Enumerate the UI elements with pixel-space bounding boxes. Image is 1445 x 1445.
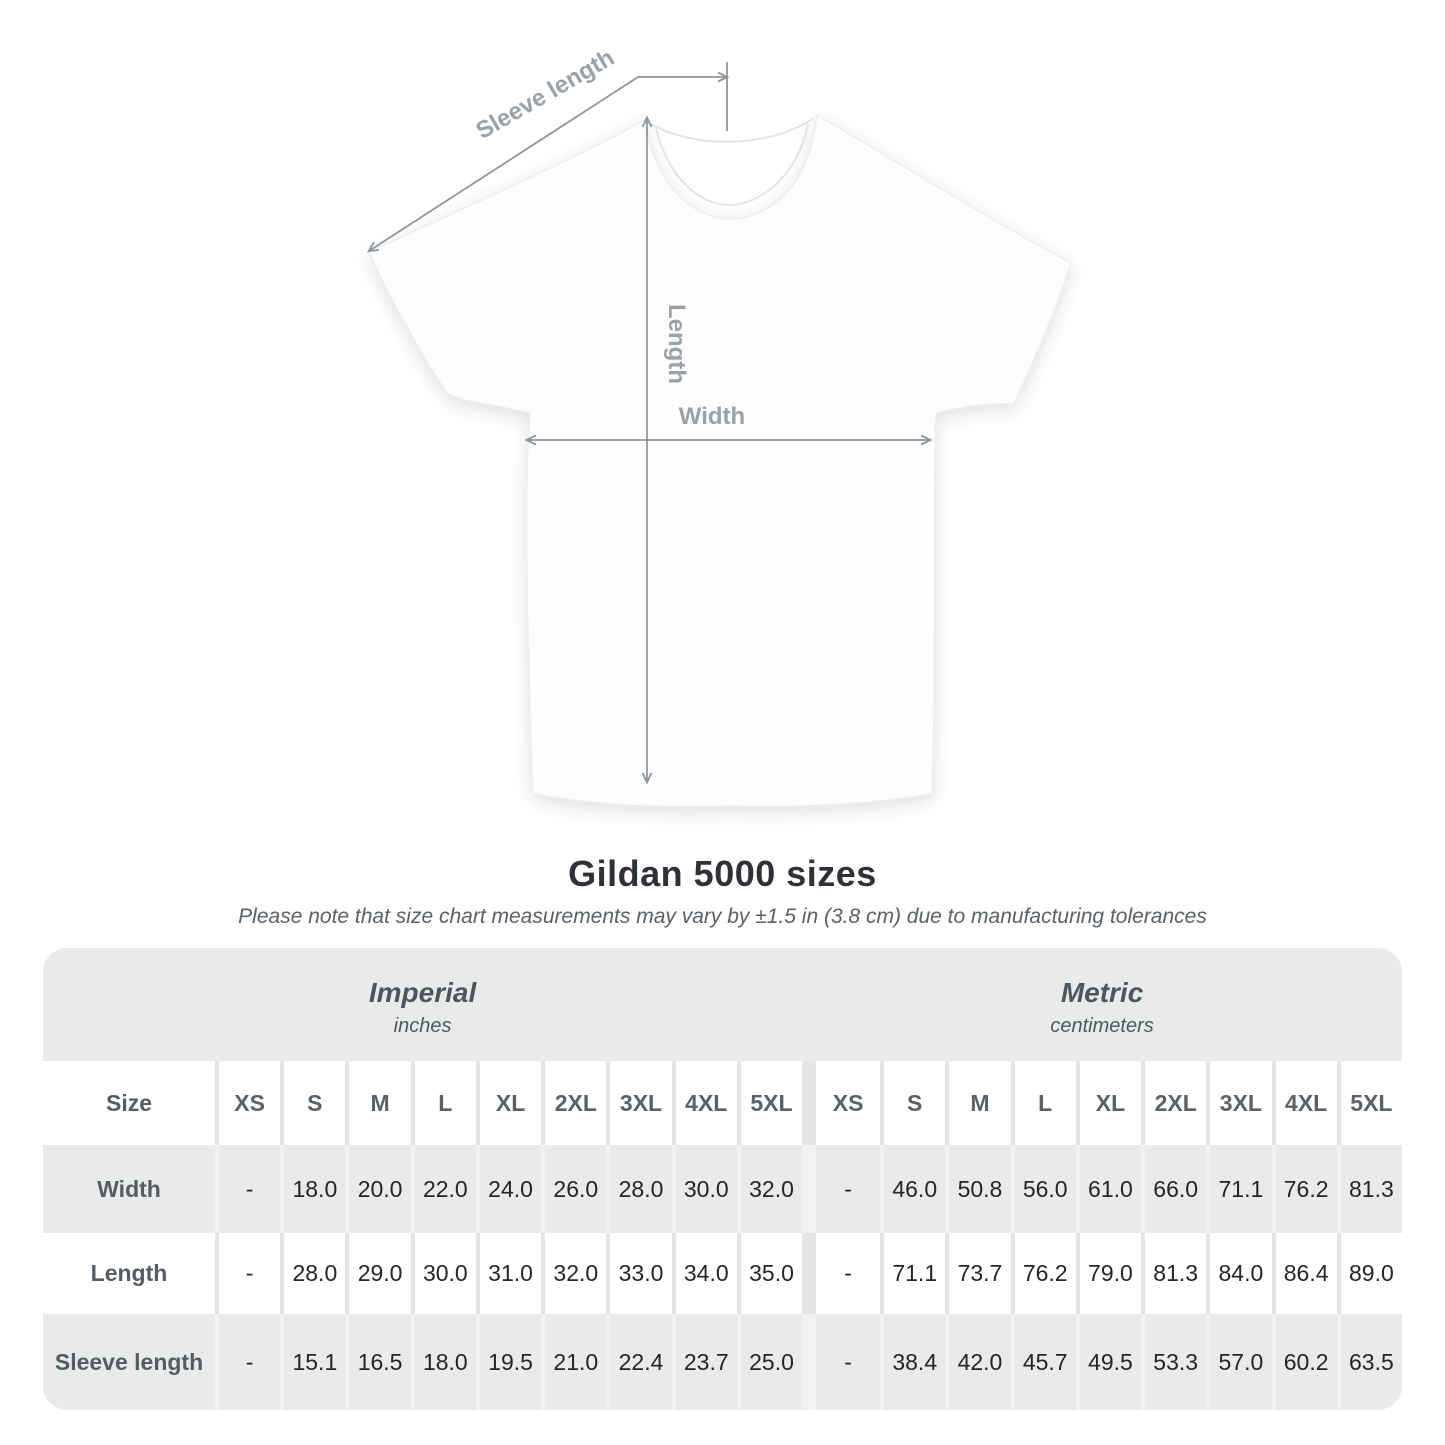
table-cell: 76.2 xyxy=(1011,1233,1076,1314)
table-cell: 23.7 xyxy=(672,1314,737,1410)
table-cell: - xyxy=(802,1145,880,1233)
table-cell: 60.2 xyxy=(1272,1314,1337,1410)
table-cell: 20.0 xyxy=(345,1145,410,1233)
table-cell: 30.0 xyxy=(672,1145,737,1233)
table-cell: 42.0 xyxy=(945,1314,1010,1410)
table-cell: 81.3 xyxy=(1141,1233,1206,1314)
row-label: Sleeve length xyxy=(54,1348,204,1375)
table-cell: - xyxy=(215,1145,280,1233)
size-col-header: 3XL xyxy=(606,1061,671,1145)
tolerance-note: Please note that size chart measurements may vary by ±1.5 in (3.8 cm) due to manufacturing tolerances xyxy=(238,905,1207,928)
imperial-group-header xyxy=(43,948,802,1061)
table-cell: 49.5 xyxy=(1076,1314,1141,1410)
table-cell: 79.0 xyxy=(1076,1233,1141,1314)
table-cell: 29.0 xyxy=(345,1233,410,1314)
size-col-header: XS xyxy=(802,1061,880,1145)
row-label: Length xyxy=(90,1260,168,1286)
imperial-label: Imperial xyxy=(368,976,477,1008)
table-row-sleeve-length xyxy=(43,1314,1402,1410)
table-cell: 81.3 xyxy=(1337,1145,1402,1233)
table-cell: 61.0 xyxy=(1076,1145,1141,1233)
table-cell: 18.0 xyxy=(280,1145,345,1233)
metric-group-header xyxy=(802,948,1402,1061)
table-cell: 35.0 xyxy=(737,1233,802,1314)
page-title: Gildan 5000 sizes xyxy=(568,853,877,894)
size-col-header: 3XL xyxy=(1206,1061,1271,1145)
size-col-header: L xyxy=(411,1061,476,1145)
table-cell: 76.2 xyxy=(1272,1145,1337,1233)
table-cell: 53.3 xyxy=(1141,1314,1206,1410)
table-cell: 84.0 xyxy=(1206,1233,1271,1314)
table-cell: 19.5 xyxy=(476,1314,541,1410)
size-header: Size xyxy=(105,1089,153,1116)
metric-label: Metric xyxy=(1060,976,1144,1008)
tshirt-graphic xyxy=(369,115,1071,807)
table-cell: 22.4 xyxy=(606,1314,671,1410)
table-cell: 71.1 xyxy=(1206,1145,1271,1233)
size-col-header: M xyxy=(945,1061,1010,1145)
table-cell: 50.8 xyxy=(945,1145,1010,1233)
size-col-header: XL xyxy=(476,1061,541,1145)
table-cell: 16.5 xyxy=(345,1314,410,1410)
table-cell: 22.0 xyxy=(411,1145,476,1233)
imperial-unit-label: inches xyxy=(393,1014,452,1037)
metric-unit-label: centimeters xyxy=(1050,1014,1154,1037)
table-cell: 71.1 xyxy=(880,1233,945,1314)
length-label: Length xyxy=(663,304,690,384)
table-cell: 45.7 xyxy=(1011,1314,1076,1410)
table-cell: 31.0 xyxy=(476,1233,541,1314)
table-cell: 21.0 xyxy=(541,1314,606,1410)
size-col-header: 2XL xyxy=(541,1061,606,1145)
size-col-header: S xyxy=(280,1061,345,1145)
table-cell: 63.5 xyxy=(1337,1314,1402,1410)
table-cell: 28.0 xyxy=(606,1145,671,1233)
table-cell: 66.0 xyxy=(1141,1145,1206,1233)
size-header-row xyxy=(43,1061,1402,1145)
table-row-length xyxy=(43,1233,1402,1314)
table-cell: 38.4 xyxy=(880,1314,945,1410)
size-table xyxy=(43,948,1402,1410)
width-label: Width xyxy=(678,403,746,430)
table-cell: - xyxy=(802,1233,880,1314)
size-col-header: XS xyxy=(215,1061,280,1145)
table-cell: 86.4 xyxy=(1272,1233,1337,1314)
table-cell: 46.0 xyxy=(880,1145,945,1233)
size-col-header: 4XL xyxy=(1272,1061,1337,1145)
size-col-header: 4XL xyxy=(672,1061,737,1145)
size-col-header: M xyxy=(345,1061,410,1145)
size-col-header: 5XL xyxy=(1337,1061,1402,1145)
table-cell: 32.0 xyxy=(737,1145,802,1233)
table-cell: 24.0 xyxy=(476,1145,541,1233)
table-cell: 33.0 xyxy=(606,1233,671,1314)
table-row-width xyxy=(43,1145,1402,1233)
table-cell: - xyxy=(215,1314,280,1410)
table-cell: 73.7 xyxy=(945,1233,1010,1314)
table-cell: 15.1 xyxy=(280,1314,345,1410)
size-col-header: 2XL xyxy=(1141,1061,1206,1145)
table-cell: - xyxy=(802,1314,880,1410)
row-label: Width xyxy=(97,1175,161,1202)
table-cell: 34.0 xyxy=(672,1233,737,1314)
table-cell: - xyxy=(215,1233,280,1314)
table-cell: 56.0 xyxy=(1011,1145,1076,1233)
size-col-header: L xyxy=(1011,1061,1076,1145)
table-cell: 30.0 xyxy=(411,1233,476,1314)
unit-band-row xyxy=(43,948,1402,1061)
size-col-header: S xyxy=(880,1061,945,1145)
table-cell: 89.0 xyxy=(1337,1233,1402,1314)
table-cell: 25.0 xyxy=(737,1314,802,1410)
size-col-header: XL xyxy=(1076,1061,1141,1145)
size-col-header: 5XL xyxy=(737,1061,802,1145)
table-cell: 32.0 xyxy=(541,1233,606,1314)
table-cell: 26.0 xyxy=(541,1145,606,1233)
table-cell: 57.0 xyxy=(1206,1314,1271,1410)
sleeve-length-label: Sleeve length xyxy=(471,44,620,145)
table-cell: 28.0 xyxy=(280,1233,345,1314)
table-cell: 18.0 xyxy=(411,1314,476,1410)
collar-back-seam xyxy=(648,118,814,142)
